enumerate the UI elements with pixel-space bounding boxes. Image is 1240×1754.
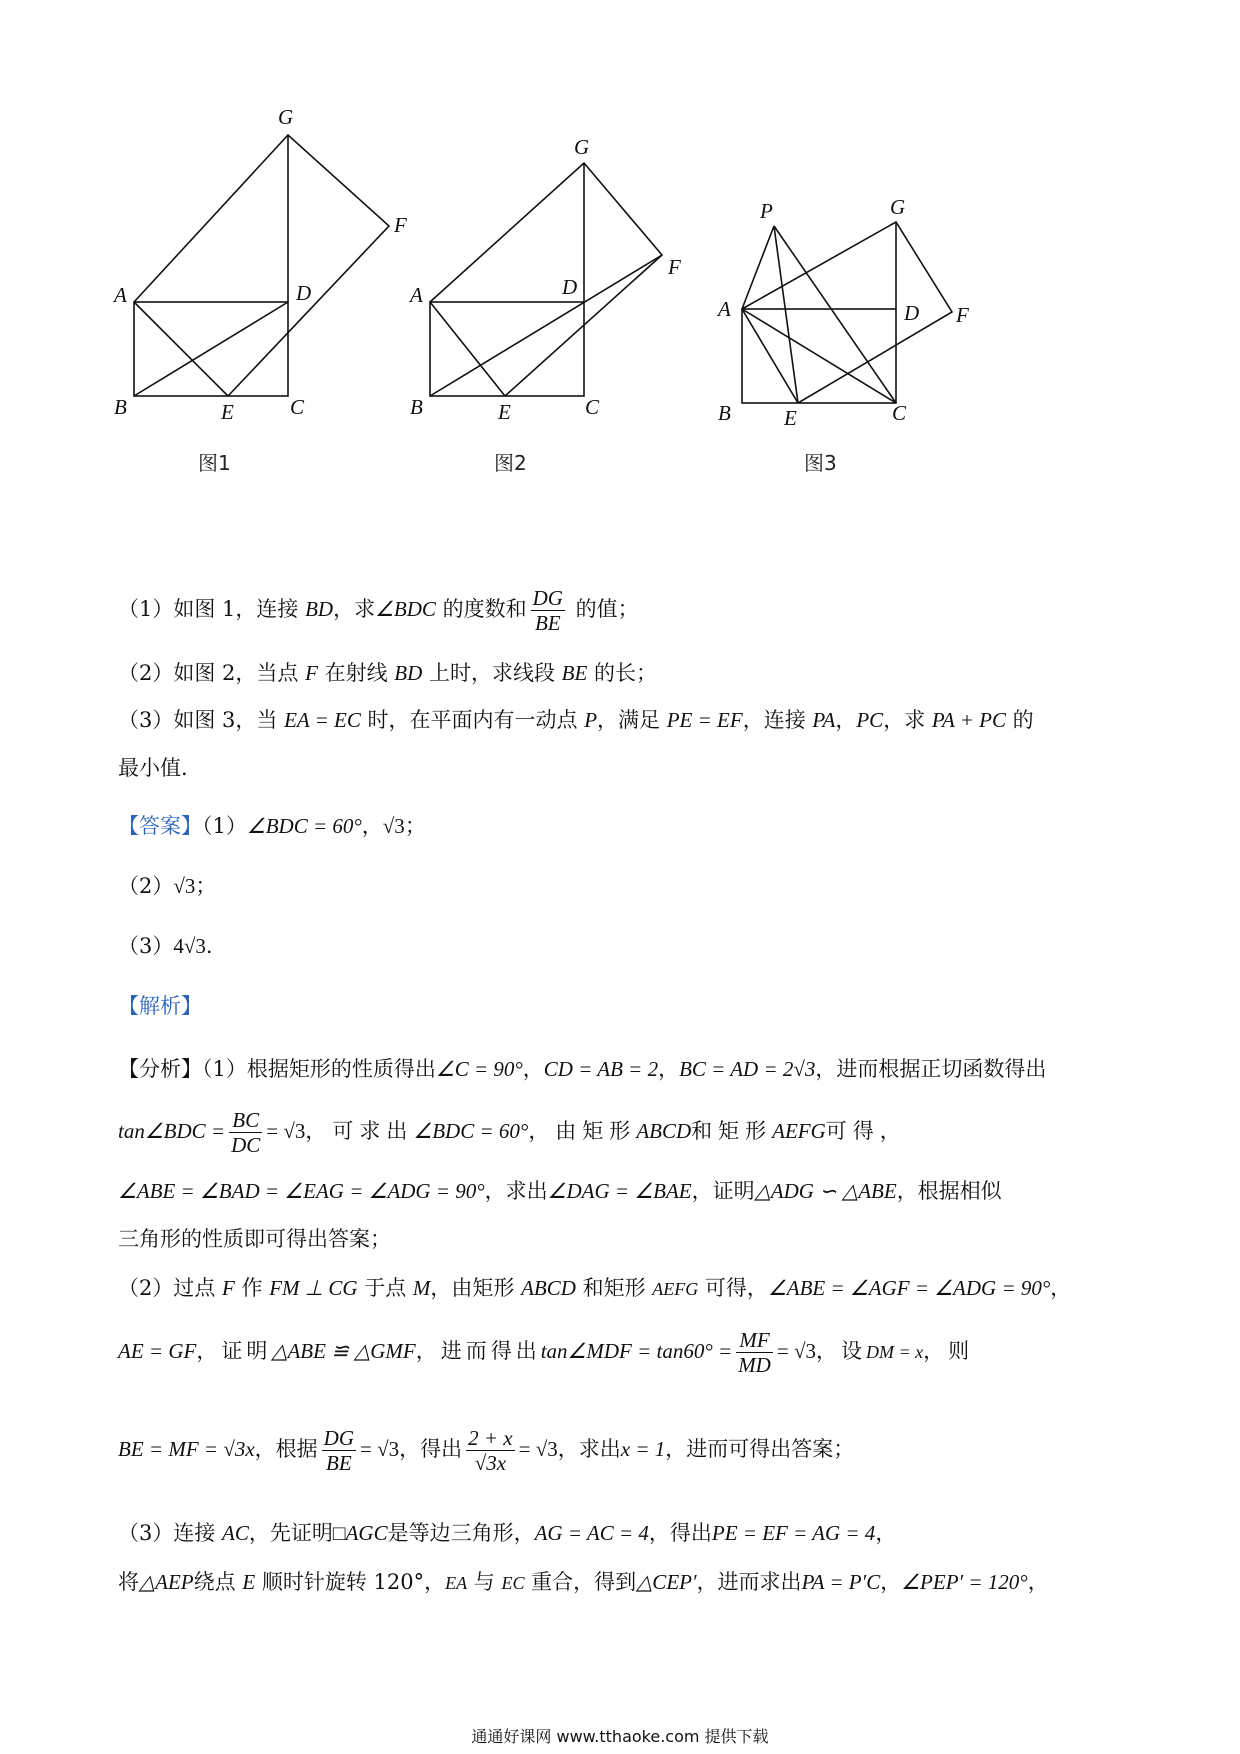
p2l1-e2: FM ⊥ CG bbox=[269, 1276, 358, 1300]
a1-sep: ， bbox=[361, 814, 383, 838]
analysis-tag: 【解析】 bbox=[118, 994, 202, 1018]
q2-be: BE bbox=[561, 661, 588, 685]
fig3-label-p: P bbox=[760, 199, 773, 223]
p2l2-fraction bbox=[736, 1328, 773, 1377]
p1l1-e1: ∠C = 90° bbox=[435, 1057, 523, 1081]
a2-end: ； bbox=[195, 874, 217, 898]
p2l2-t4: ，则 bbox=[923, 1339, 974, 1364]
q3-sum: PA + PC bbox=[931, 708, 1006, 732]
fig2-label-a: A bbox=[410, 283, 423, 307]
p2l1-t3: 于点 bbox=[357, 1276, 413, 1300]
p2l2-e3: tan∠MDF = tan60° = bbox=[540, 1339, 733, 1364]
q1-bd: BD bbox=[305, 597, 334, 622]
p2l3-e3: = √3 bbox=[518, 1437, 558, 1462]
p1l2-fd: DC bbox=[231, 1133, 261, 1158]
p2l3-fn2: 2 + x bbox=[468, 1426, 513, 1450]
p1l1-t1: （1）根据矩形的性质得出 bbox=[202, 1057, 436, 1081]
a1-end: ； bbox=[404, 814, 426, 838]
q3-mid: 时，在平面内有一动点 bbox=[360, 708, 585, 732]
q1-suffix: 的值； bbox=[568, 597, 639, 622]
p1l1-s1: ， bbox=[522, 1057, 544, 1081]
p3l2-e4: EC bbox=[501, 1573, 525, 1593]
p1l2-e1: tan∠BDC = bbox=[118, 1119, 226, 1144]
fig2-label-g: G bbox=[574, 135, 590, 159]
p1l1-e2: CD = AB = 2 bbox=[543, 1057, 659, 1081]
p3l2-e3: EA bbox=[445, 1573, 468, 1593]
question-3 bbox=[118, 707, 1034, 734]
p2l2-fd: MD bbox=[738, 1353, 771, 1378]
p2l3-fd1: BE bbox=[326, 1451, 352, 1476]
p1l2-fn: BC bbox=[229, 1108, 262, 1133]
q2-mid: 在射线 bbox=[317, 661, 395, 685]
q1-frac-num: DG bbox=[532, 586, 563, 610]
answer-2 bbox=[118, 873, 216, 900]
p1l3-t3: ，根据相似 bbox=[896, 1179, 1002, 1203]
p1l1-t2: ，进而根据正切函数得出 bbox=[815, 1057, 1047, 1081]
p2l3-fd2: √3x bbox=[474, 1451, 507, 1476]
p2l3-e4: x = 1 bbox=[620, 1437, 666, 1462]
p1l2-t3: 和矩形 bbox=[691, 1119, 773, 1144]
answer-1 bbox=[118, 813, 426, 840]
p1l2-t2: ，由矩形 bbox=[528, 1119, 637, 1144]
p2l1-e4: ABCD bbox=[521, 1276, 576, 1300]
p2l1-t5: 和矩形 bbox=[575, 1276, 653, 1300]
q2-f: F bbox=[305, 661, 318, 685]
p2l1-t4: ，由矩形 bbox=[430, 1276, 522, 1300]
answer-3 bbox=[118, 933, 213, 960]
p3l2-t4: 与 bbox=[467, 1570, 502, 1594]
p2l2-t3: ，设 bbox=[815, 1339, 866, 1364]
q2-bd: BD bbox=[394, 661, 423, 685]
geometry-figures bbox=[0, 0, 1240, 500]
p2l3-e1: BE = MF = √3x bbox=[118, 1437, 255, 1462]
q3-mid3: ，连接 bbox=[742, 708, 813, 732]
q2-mid2: 上时，求线段 bbox=[422, 661, 562, 685]
analysis-p3-line2 bbox=[118, 1569, 1049, 1596]
a1-prefix: （1） bbox=[202, 814, 247, 838]
fig2-label-f: F bbox=[668, 255, 681, 279]
fig2-label-d: D bbox=[562, 275, 578, 299]
p1l3-e1: ∠ABE = ∠BAD = ∠EAG = ∠ADG = 90° bbox=[118, 1179, 485, 1203]
figure-3-lines bbox=[742, 222, 952, 403]
p3l2-e2: E bbox=[242, 1570, 256, 1594]
question-1 bbox=[118, 586, 639, 635]
p1l2-fraction bbox=[229, 1108, 262, 1157]
fig1-label-e: E bbox=[221, 400, 234, 424]
p1l2-t4: 可得， bbox=[825, 1119, 907, 1144]
q1-prefix: （1）如图 1，连接 bbox=[118, 597, 306, 622]
p1l2-e3: ∠BDC = 60° bbox=[413, 1119, 529, 1144]
p3l1-e3: AG = AC = 4 bbox=[534, 1521, 649, 1545]
fig3-label-a: A bbox=[718, 297, 731, 321]
p2l2-e5: DM = x bbox=[865, 1342, 924, 1363]
p2l1-e3: M bbox=[412, 1276, 431, 1300]
p3l2-t2: 绕点 bbox=[193, 1570, 243, 1594]
p3l2-t1: 将 bbox=[118, 1570, 139, 1594]
fig3-label-d: D bbox=[904, 301, 920, 325]
p2l1-e6: ∠ABE = ∠AGF = ∠ADG = 90° bbox=[767, 1276, 1051, 1300]
p2l3-t4: ，进而可得出答案； bbox=[665, 1437, 855, 1462]
analysis-p1-line3 bbox=[118, 1178, 1002, 1205]
q3-pc: PC bbox=[856, 708, 884, 732]
analysis-sub-tag: 【分析】 bbox=[118, 1057, 202, 1081]
figure-1-lines bbox=[134, 135, 389, 396]
a3-end: . bbox=[205, 934, 213, 958]
p1l3-t2: ，证明 bbox=[691, 1179, 755, 1203]
fig1-label-g: G bbox=[278, 105, 294, 129]
fig1-caption: 图1 bbox=[198, 451, 231, 475]
a1-val: √3 bbox=[382, 814, 405, 838]
p1l2-e5: AEFG bbox=[772, 1119, 826, 1144]
q3-cond2: PE = EF bbox=[666, 708, 743, 732]
p3l2-e1: △AEP bbox=[139, 1570, 194, 1594]
analysis-p2-line1 bbox=[118, 1275, 1071, 1302]
p1l2-t1: ，可求出 bbox=[305, 1119, 414, 1144]
fig2-label-b: B bbox=[410, 395, 423, 419]
p2l3-e2: = √3 bbox=[360, 1437, 400, 1462]
q1-mid: ，求 bbox=[333, 597, 376, 622]
a3-val: 4√3 bbox=[173, 934, 206, 958]
fig1-label-d: D bbox=[296, 281, 312, 305]
p1l1-e3: BC = AD = 2√3 bbox=[679, 1057, 816, 1081]
q3-sep: ， bbox=[835, 708, 857, 732]
analysis-p2-line2 bbox=[118, 1328, 973, 1377]
p2l3-t2: ，得出 bbox=[399, 1437, 463, 1462]
p3l1-t4: ，得出 bbox=[648, 1521, 712, 1545]
p3l1-t1: （3）连接 bbox=[118, 1521, 223, 1545]
fig3-label-e: E bbox=[784, 406, 797, 430]
analysis-p1-line4: 三角形的性质即可得出答案； bbox=[118, 1227, 391, 1251]
q1-frac-den: BE bbox=[534, 611, 561, 636]
p1l3-e3: △ADG ∽ △ABE bbox=[754, 1179, 897, 1203]
answer-tag: 【答案】 bbox=[118, 814, 202, 838]
p3l2-e5: △CEP′ bbox=[636, 1570, 697, 1594]
p3l1-e2: □AGC bbox=[332, 1521, 388, 1545]
p2l3-fraction-1 bbox=[322, 1426, 356, 1475]
p3l1-t3: 是等边三角形， bbox=[387, 1521, 535, 1545]
q2-prefix: （2）如图 2，当点 bbox=[118, 661, 306, 685]
p1l1-s2: ， bbox=[658, 1057, 680, 1081]
q3-mid4: ，求 bbox=[883, 708, 932, 732]
p2l1-t6: 可得， bbox=[698, 1276, 768, 1300]
analysis-p1-line1 bbox=[118, 1056, 1046, 1083]
p2l1-e5: AEFG bbox=[652, 1279, 699, 1299]
p3l1-e1: AC bbox=[222, 1521, 249, 1545]
p1l3-t1: ，求出 bbox=[484, 1179, 548, 1203]
p1l2-e2: = √3 bbox=[266, 1119, 306, 1144]
p3l2-t3: 顺时针旋转 120°， bbox=[255, 1570, 446, 1594]
question-3-line2: 最小值. bbox=[118, 756, 188, 780]
fig1-label-f: F bbox=[394, 213, 407, 237]
p3l1-e4: PE = EF = AG = 4 bbox=[711, 1521, 876, 1545]
a1-expr: ∠BDC = 60° bbox=[246, 814, 362, 838]
fig3-label-b: B bbox=[718, 401, 731, 425]
p1l2-e4: ABCD bbox=[636, 1119, 692, 1144]
fig1-label-b: B bbox=[114, 395, 127, 419]
p2l2-fn: MF bbox=[736, 1328, 773, 1353]
fig1-label-c: C bbox=[290, 395, 305, 419]
fig1-label-a: A bbox=[114, 283, 127, 307]
q3-mid2: ，满足 bbox=[597, 708, 667, 732]
fig3-label-g: G bbox=[890, 195, 906, 219]
p3l2-t8: ， bbox=[1027, 1570, 1049, 1594]
fig2-label-e: E bbox=[498, 400, 511, 424]
q1-fraction bbox=[531, 586, 565, 635]
a3-prefix: （3） bbox=[118, 934, 174, 958]
q3-suffix: 的 bbox=[1005, 708, 1034, 732]
q3-pa: PA bbox=[812, 708, 836, 732]
q1-mid2: 的度数和 bbox=[435, 597, 527, 622]
p2l1-t2: 作 bbox=[234, 1276, 270, 1300]
p3l1-t5: ， bbox=[875, 1521, 897, 1545]
p2l1-t1: （2）过点 bbox=[118, 1276, 223, 1300]
fig2-label-c: C bbox=[585, 395, 600, 419]
q3-cond: EA = EC bbox=[284, 708, 361, 732]
fig3-caption: 图3 bbox=[804, 451, 837, 475]
p2l2-e2: △ABE ≌ △GMF bbox=[271, 1339, 416, 1364]
q3-p: P bbox=[584, 708, 598, 732]
p2l1-e1: F bbox=[222, 1276, 235, 1300]
p2l2-e4: = √3 bbox=[776, 1339, 816, 1364]
figures-area bbox=[0, 0, 1240, 500]
p2l3-t3: ，求出 bbox=[557, 1437, 621, 1462]
a2-prefix: （2） bbox=[118, 874, 174, 898]
p2l2-t2: ，进而得出 bbox=[415, 1339, 541, 1364]
p2l3-t1: ，根据 bbox=[254, 1437, 318, 1462]
analysis-p3-line1 bbox=[118, 1520, 896, 1547]
p3l1-t2: ，先证明 bbox=[248, 1521, 333, 1545]
p3l2-e7: ∠PEP′ = 120° bbox=[901, 1570, 1028, 1594]
q3-prefix: （3）如图 3，当 bbox=[118, 708, 285, 732]
p2l2-t1: ，证明 bbox=[196, 1339, 272, 1364]
fig3-label-c: C bbox=[892, 401, 907, 425]
figure-2-lines bbox=[430, 163, 662, 396]
p2l3-fraction-2 bbox=[466, 1426, 515, 1475]
p3l2-t5: 重合，得到 bbox=[524, 1570, 637, 1594]
p3l2-e6: PA = P′C bbox=[801, 1570, 881, 1594]
q1-angle: ∠BDC bbox=[375, 597, 436, 622]
p3l2-t7: ， bbox=[880, 1570, 902, 1594]
footer-watermark: 通通好课网 www.tthaoke.com 提供下载 bbox=[471, 1727, 769, 1746]
p1l3-e2: ∠DAG = ∠BAE bbox=[547, 1179, 692, 1203]
fig2-caption: 图2 bbox=[494, 451, 527, 475]
p2l2-e1: AE = GF bbox=[118, 1339, 197, 1364]
a2-val: √3 bbox=[173, 874, 196, 898]
p3l2-t6: ，进而求出 bbox=[696, 1570, 802, 1594]
question-2 bbox=[118, 660, 657, 687]
fig3-label-f: F bbox=[956, 303, 969, 327]
p2l1-t7: ， bbox=[1050, 1276, 1072, 1300]
analysis-p1-line2 bbox=[118, 1108, 907, 1157]
analysis-p2-line3 bbox=[118, 1426, 854, 1475]
q2-suffix: 的长； bbox=[587, 661, 657, 685]
p2l3-fn1: DG bbox=[323, 1426, 355, 1450]
